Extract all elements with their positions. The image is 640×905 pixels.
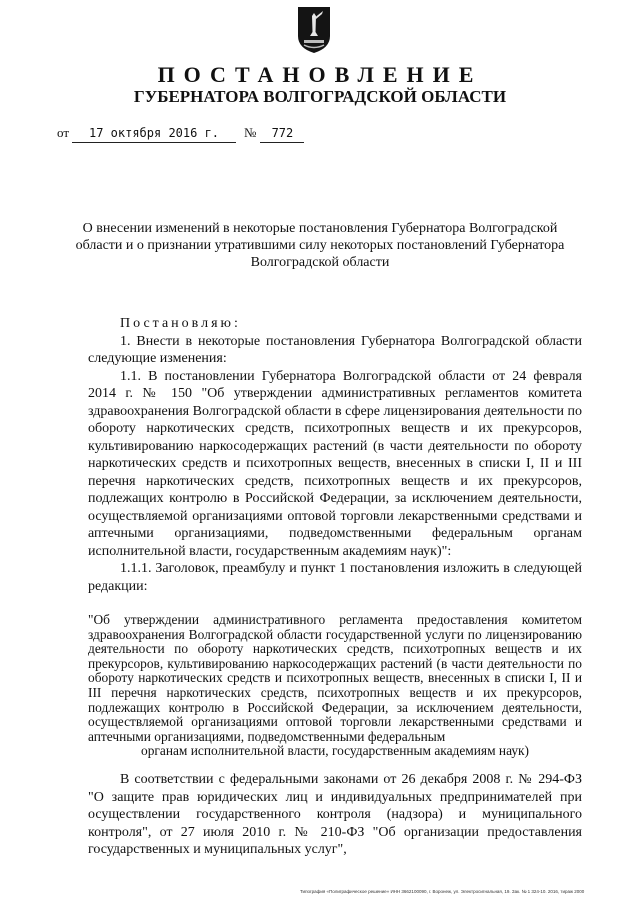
quoted-text	[88, 613, 582, 759]
issuer-title: ГУБЕРНАТОРА ВОЛГОГРАДСКОЙ ОБЛАСТИ	[133, 87, 507, 106]
document-subject: О внесении изменений в некоторые постановления Губернатора Волгоградской области и о признании утратившими силу некоторых постановлений Губернатора Волгоградской области	[75, 221, 565, 270]
document-date-number	[57, 124, 304, 143]
paragraph-1-1: 1.1. В постановлении Губернатора Волгоградской области от 24 февраля 2014 г. № 150 "Об утверждении административных регламентов комитета здравоохранения Волгоградской области в сфере лицензирования деятельности по обороту наркотических средств, психотропных веществ и их прекурсоров, культивированию наркосодержащих растений (в части деятельности по обороту наркотических средств и психотропных веществ, внесенных в списки I, II и III перечня наркотических средств, психотропных веществ и их прекурсоров, подлежащих контролю в Российской Федерации, за исключением деятельности, осуществляемой организациями оптовой торговли лекарственными средствами и аптечными организациями, подведомственными федеральным органам исполнительной власти, государственным академиям наук)":	[88, 368, 582, 559]
coat-of-arms-icon	[297, 6, 331, 54]
document-body-continued	[88, 771, 582, 859]
number-label: №	[244, 125, 257, 140]
paragraph-1: 1. Внести в некоторые постановления Губернатора Волгоградской области следующие изменения:	[88, 333, 582, 366]
paragraph-1-1-1: 1.1.1. Заголовок, преамбулу и пункт 1 постановления изложить в следующей редакции:	[88, 561, 582, 594]
date-prefix: от	[57, 125, 70, 140]
document-date: 17 октября 2016 г.	[72, 124, 236, 143]
quoted-title: "Об утверждении административного регламента предоставления комитетом здравоохранения Волгоградской области государственной услуги по лицензированию деятельности по обороту наркотических средств, психотропных веществ и их прекурсоров, культивированию наркосодержащих растений (в части деятельности по обороту наркотических средств и психотропных веществ, внесенных в списки I, II и III перечня наркотических средств, психотропных веществ и их прекурсоров, подлежащих контролю в Российской Федерации, за исключением деятельности, осуществляемой организациями оптовой торговли лекарственными средствами и аптечными организациями, подведомственными федеральным	[88, 612, 582, 744]
quoted-title-end: органам исполнительной власти, государственным академиям наук)	[141, 743, 529, 759]
printer-imprint: Типография «Полиграфическое решение» ИНН 3662100090, г. Воронеж, ул. Электросигнальная, 19. Зак. № 1 324-10. 2016, тираж 2000	[300, 889, 585, 894]
document-body	[88, 315, 582, 595]
document-number: 772	[260, 124, 304, 143]
document-type-title: ПОСТАНОВЛЕНИЕ	[157, 62, 483, 87]
paragraph-preamble: В соответствии с федеральными законами от 26 декабря 2008 г. № 294-ФЗ "О защите прав юридических лиц и индивидуальных предпринимателей при осуществлении государственного контроля (надзора) и муниципального контроля", от 27 июля 2010 г. № 210-ФЗ "Об организации предоставления государственных и муниципальных услуг",	[88, 772, 582, 857]
decree-word: Постановляю:	[120, 316, 241, 331]
